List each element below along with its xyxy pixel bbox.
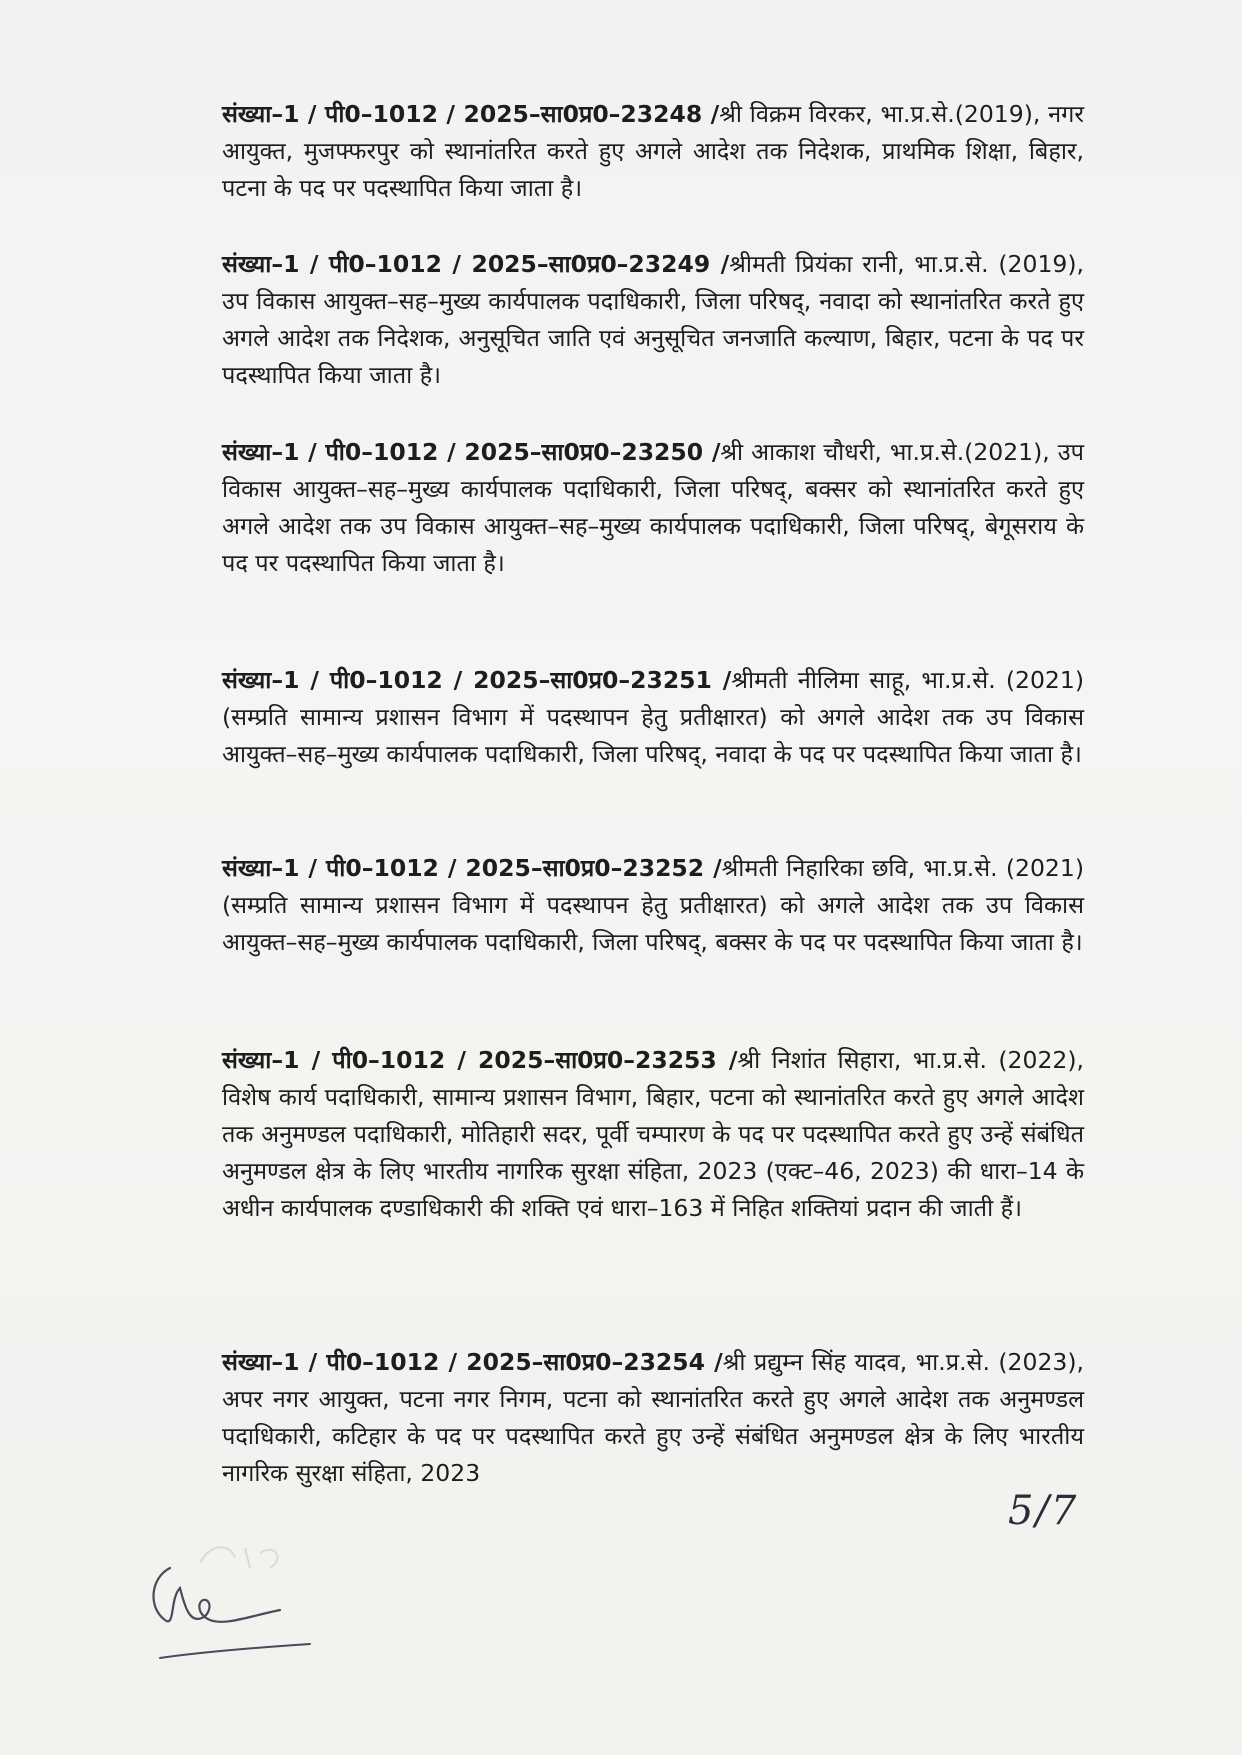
- order-paragraph-23252: [222, 850, 1084, 961]
- order-reference-number: संख्या–1 / पी0–1012 / 2025–सा0प्र0–23249 /: [222, 249, 730, 278]
- page-number: 5/7: [1008, 1488, 1079, 1534]
- order-reference-number: संख्या–1 / पी0–1012 / 2025–सा0प्र0–23253 /: [222, 1045, 738, 1074]
- order-text: श्रीमती प्रियंका रानी, भा.प्र.से. (2019), उप विकास आयुक्त–सह–मुख्य कार्यपालक पदाधिकारी, जिला परिषद्, नवादा को स्थानांतरित करते हुए अगले आदेश तक निदेशक, अनुसूचित जाति एवं अनुसूचित जनजाति कल्याण, बिहार, पटना के पद पर पदस्थापित किया जाता है।: [222, 249, 1084, 389]
- order-reference-number: संख्या–1 / पी0–1012 / 2025–सा0प्र0–23251 /: [222, 665, 732, 694]
- order-reference-number: संख्या–1 / पी0–1012 / 2025–सा0प्र0–23250 /: [222, 437, 721, 466]
- order-paragraph-23253: [222, 1042, 1084, 1227]
- faint-ink-mark-icon: [190, 1528, 310, 1578]
- order-text: श्री विक्रम विरकर, भा.प्र.से.(2019), नगर आयुक्त, मुजफ्फरपुर को स्थानांतरित करते हुए अगले आदेश तक निदेशक, प्राथमिक शिक्षा, बिहार, पटना के पद पर पदस्थापित किया जाता है।: [222, 99, 1084, 202]
- order-paragraph-23251: [222, 662, 1084, 773]
- order-paragraph-23250: [222, 434, 1084, 582]
- order-text: श्रीमती निहारिका छवि, भा.प्र.से. (2021) (सम्प्रति सामान्य प्रशासन विभाग में पदस्थापन हेतु प्रतीक्षारत) को अगले आदेश तक उप विकास आयुक्त–सह–मुख्य कार्यपालक पदाधिकारी, जिला परिषद्, बक्सर के पद पर पदस्थापित किया जाता है।: [222, 853, 1084, 956]
- order-reference-number: संख्या–1 / पी0–1012 / 2025–सा0प्र0–23254 /: [222, 1347, 723, 1376]
- order-paragraph-23249: [222, 246, 1084, 394]
- order-text: श्रीमती नीलिमा साहू, भा.प्र.से. (2021) (सम्प्रति सामान्य प्रशासन विभाग में पदस्थापन हेतु प्रतीक्षारत) को अगले आदेश तक उप विकास आयुक्त–सह–मुख्य कार्यपालक पदाधिकारी, जिला परिषद्, नवादा के पद पर पदस्थापित किया जाता है।: [222, 665, 1084, 768]
- order-reference-number: संख्या–1 / पी0–1012 / 2025–सा0प्र0–23248 /: [222, 99, 720, 128]
- order-paragraph-23254: [222, 1344, 1084, 1492]
- order-reference-number: संख्या–1 / पी0–1012 / 2025–सा0प्र0–23252 /: [222, 853, 722, 882]
- order-text: श्री आकाश चौधरी, भा.प्र.से.(2021), उप विकास आयुक्त–सह–मुख्य कार्यपालक पदाधिकारी, जिला परिषद्, बक्सर को स्थानांतरित करते हुए अगले आदेश तक उप विकास आयुक्त–सह–मुख्य कार्यपालक पदाधिकारी, जिला परिषद्, बेगूसराय के पद पर पदस्थापित किया जाता है।: [222, 437, 1084, 577]
- order-text: श्री निशांत सिहारा, भा.प्र.से. (2022), विशेष कार्य पदाधिकारी, सामान्य प्रशासन विभाग, बिहार, पटना को स्थानांतरित करते हुए अगले आदेश तक अनुमण्डल पदाधिकारी, मोतिहारी सदर, पूर्वी चम्पारण के पद पर पदस्थापित करते हुए उन्हें संबंधित अनुमण्डल क्षेत्र के लिए भारतीय नागरिक सुरक्षा संहिता, 2023 (एक्ट–46, 2023) की धारा–14 के अधीन कार्यपालक दण्डाधिकारी की शक्ति एवं धारा–163 में निहित शक्तियां प्रदान की जाती हैं।: [222, 1045, 1084, 1222]
- order-text: श्री प्रद्युम्न सिंह यादव, भा.प्र.से. (2023), अपर नगर आयुक्त, पटना नगर निगम, पटना को स्थानांतरित करते हुए अगले आदेश तक अनुमण्डल पदाधिकारी, कटिहार के पद पर पदस्थापित करते हुए उन्हें संबंधित अनुमण्डल क्षेत्र के लिए भारतीय नागरिक सुरक्षा संहिता, 2023: [222, 1347, 1084, 1487]
- order-paragraph-23248: [222, 96, 1084, 207]
